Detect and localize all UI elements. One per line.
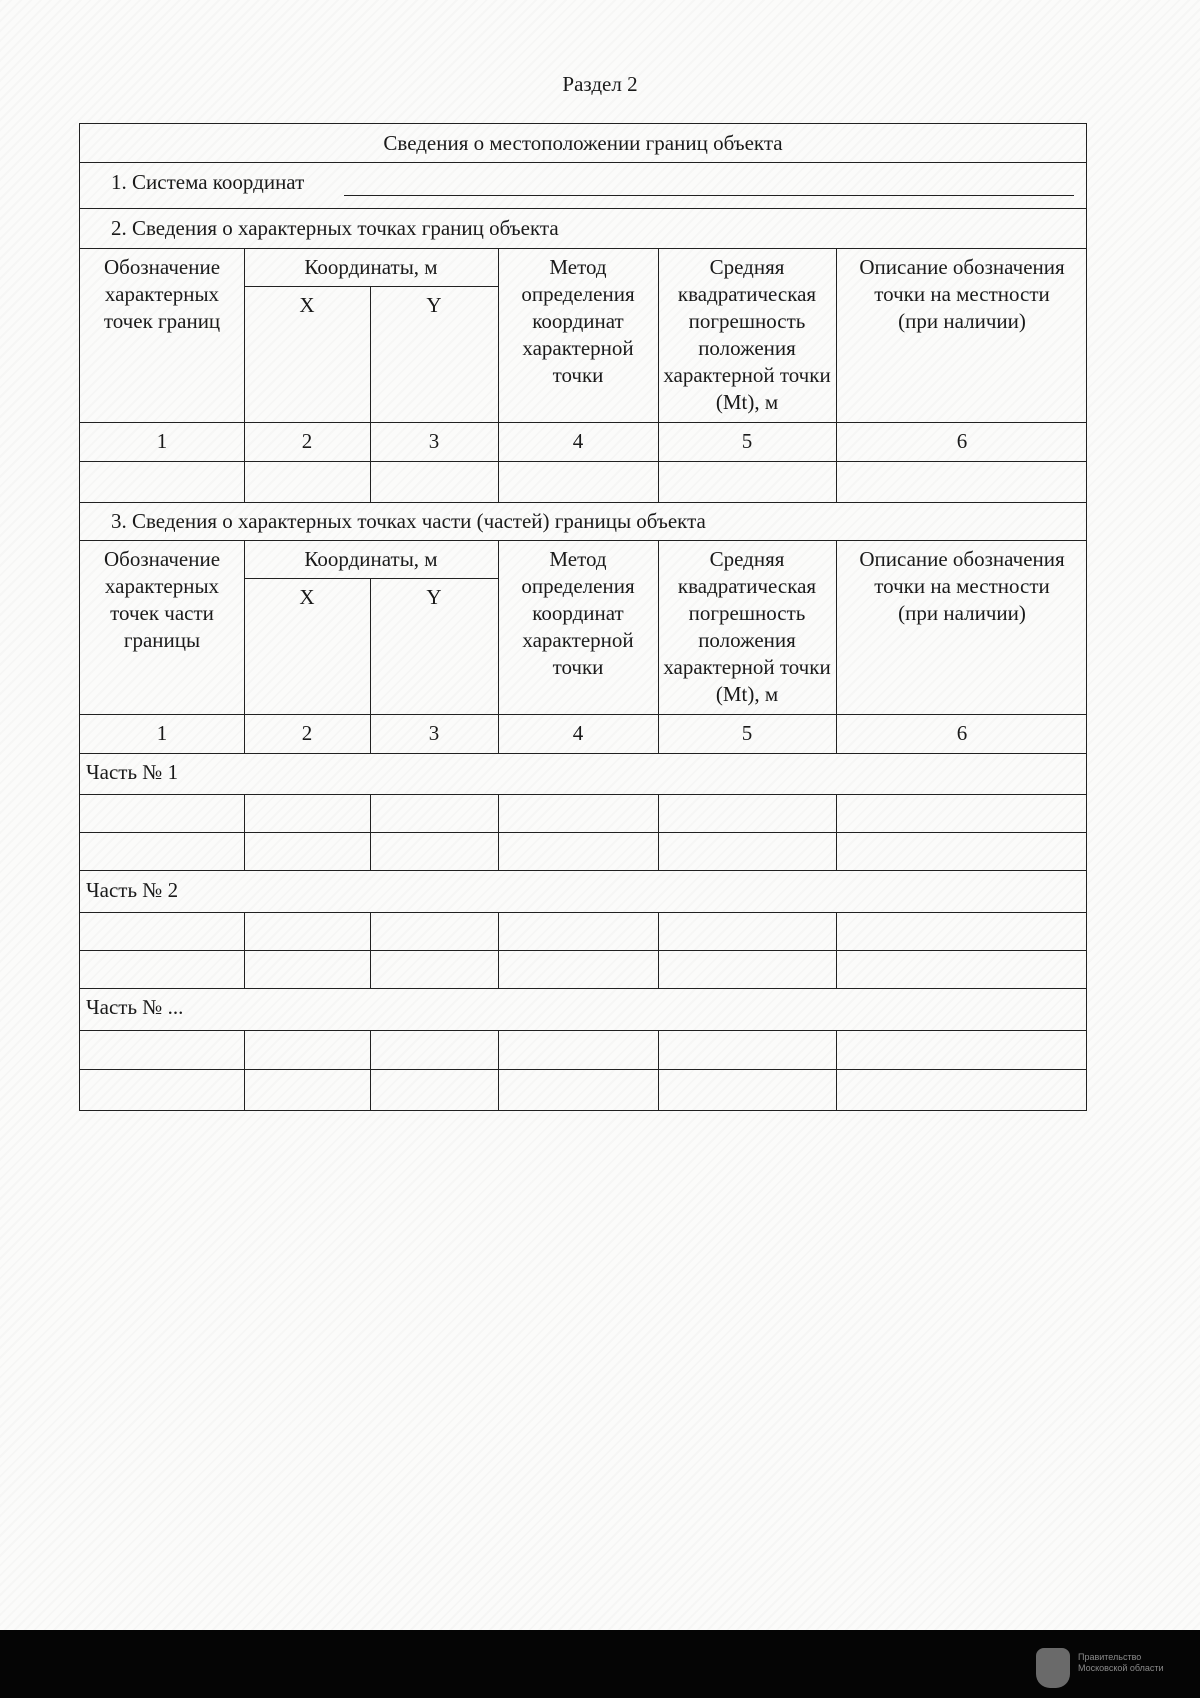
divider	[80, 248, 1086, 249]
part2-title: 2. Сведения о характерных точках границ объекта	[111, 216, 559, 240]
part3-title: 3. Сведения о характерных точках части (частей) границы объекта	[111, 509, 706, 533]
col-divider	[370, 794, 371, 870]
col-divider	[244, 794, 245, 870]
col-divider	[370, 912, 371, 988]
part-label-2: Часть № 2	[86, 878, 179, 902]
part3-header-col1: Обозначение характерных точек части границы	[103, 547, 221, 652]
col-divider	[370, 578, 371, 753]
divider	[80, 794, 1086, 795]
coord-system-blank-line	[344, 195, 1074, 196]
part3-header-x: X	[299, 585, 315, 609]
col-divider	[370, 286, 371, 502]
scan-footer-bar	[0, 1630, 1200, 1698]
col-divider	[836, 794, 837, 870]
col-divider	[498, 1030, 499, 1110]
part-label-3: Часть № ...	[86, 995, 184, 1019]
part2-header-y: Y	[426, 293, 442, 317]
part2-header-col6: Описание обозначения точки на местности (при наличии)	[859, 255, 1065, 333]
col-divider	[836, 1030, 837, 1110]
divider	[80, 162, 1086, 163]
divider	[244, 286, 498, 287]
part3-header-col6: Описание обозначения точки на местности (при наличии)	[859, 547, 1065, 625]
divider	[80, 461, 1086, 462]
col-divider	[658, 248, 659, 502]
part2-header-x: X	[299, 293, 315, 317]
col-divider	[658, 794, 659, 870]
col-divider	[498, 248, 499, 502]
part2-colnum-1: 1	[156, 429, 168, 453]
divider	[80, 208, 1086, 209]
part2-colnum-6: 6	[956, 429, 968, 453]
part3-colnum-4: 4	[572, 721, 584, 745]
col-divider	[244, 912, 245, 988]
divider	[80, 1069, 1086, 1070]
divider	[80, 988, 1086, 989]
section-title: Раздел 2	[562, 72, 638, 96]
divider	[244, 578, 498, 579]
part2-header-col4: Метод определения координат характерной точки	[521, 255, 635, 387]
part2-colnum-2: 2	[301, 429, 313, 453]
col-divider	[370, 1030, 371, 1110]
part3-colnum-2: 2	[301, 721, 313, 745]
divider	[80, 540, 1086, 541]
part3-colnum-1: 1	[156, 721, 168, 745]
divider	[80, 912, 1086, 913]
part2-header-col5: Средняя квадратическая погрешность положения характерной точки (Mt), м	[663, 255, 831, 414]
part2-colnum-3: 3	[428, 429, 440, 453]
divider	[80, 714, 1086, 715]
divider	[80, 950, 1086, 951]
col-divider	[244, 248, 245, 502]
col-divider	[836, 540, 837, 753]
form-heading: Сведения о местоположении границ объекта	[383, 131, 783, 155]
col-divider	[244, 540, 245, 753]
part3-header-coords: Координаты, м	[304, 547, 438, 571]
divider	[80, 870, 1086, 871]
part3-colnum-6: 6	[956, 721, 968, 745]
part-label-1: Часть № 1	[86, 760, 179, 784]
part3-header-col4: Метод определения координат характерной точки	[521, 547, 635, 679]
part3-header-col5: Средняя квадратическая погрешность положения характерной точки (Mt), м	[663, 547, 831, 706]
col-divider	[836, 248, 837, 502]
divider	[80, 502, 1086, 503]
col-divider	[658, 540, 659, 753]
col-divider	[498, 912, 499, 988]
col-divider	[658, 912, 659, 988]
col-divider	[244, 1030, 245, 1110]
coord-system-label: 1. Система координат	[111, 170, 305, 194]
part2-header-col1: Обозначение характерных точек границ	[103, 255, 221, 333]
part3-header-y: Y	[426, 585, 442, 609]
divider	[80, 832, 1086, 833]
col-divider	[498, 794, 499, 870]
part2-header-coords: Координаты, м	[304, 255, 438, 279]
part2-colnum-4: 4	[572, 429, 584, 453]
col-divider	[498, 540, 499, 753]
divider	[80, 1030, 1086, 1031]
coat-of-arms-icon	[1036, 1648, 1070, 1688]
divider	[80, 422, 1086, 423]
boundary-form-table	[79, 123, 1087, 1111]
col-divider	[658, 1030, 659, 1110]
divider	[80, 753, 1086, 754]
part2-colnum-5: 5	[741, 429, 753, 453]
part3-colnum-5: 5	[741, 721, 753, 745]
part3-colnum-3: 3	[428, 721, 440, 745]
footer-org-text: Правительство Московской области	[1078, 1652, 1164, 1673]
col-divider	[836, 912, 837, 988]
